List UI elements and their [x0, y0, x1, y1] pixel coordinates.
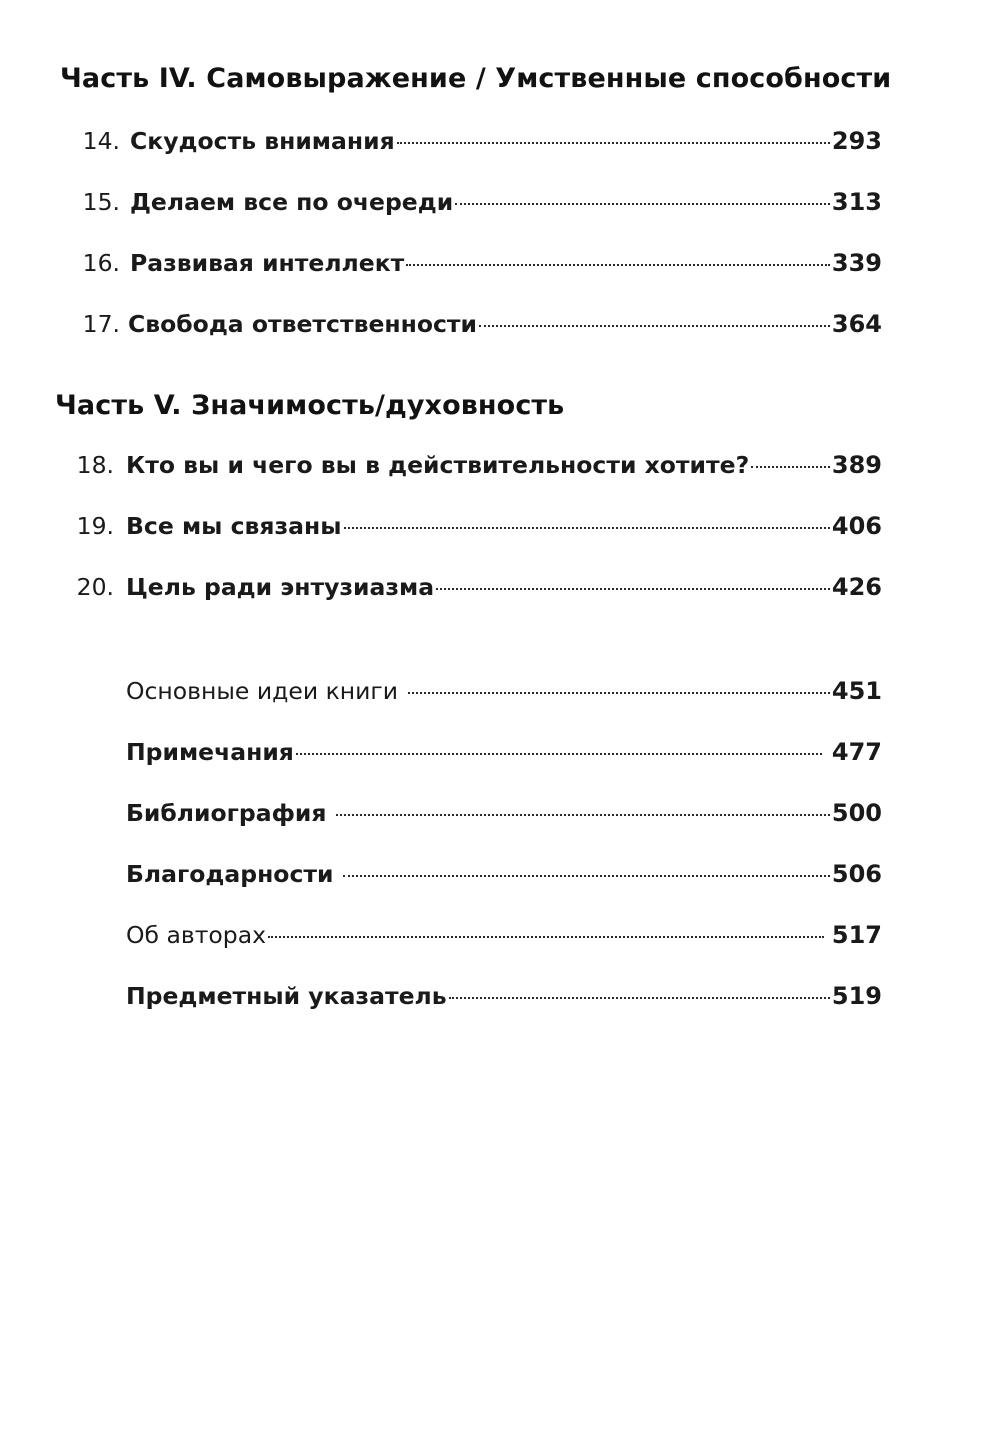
toc-entry-bibliography[interactable] — [126, 799, 882, 833]
toc-entry-page: 451 — [831, 677, 882, 705]
toc-entry-page: 339 — [831, 249, 882, 277]
dot-leader — [455, 203, 830, 205]
dot-leader — [436, 588, 830, 590]
dot-leader — [343, 875, 829, 877]
toc-entry-title: Делаем все по очереди — [130, 188, 454, 216]
toc-entry-title: Скудость внимания — [130, 127, 395, 155]
dot-leader — [344, 527, 830, 529]
toc-entry-14[interactable] — [82, 127, 882, 161]
dot-leader — [336, 814, 829, 816]
toc-entry-about-authors[interactable] — [126, 921, 882, 955]
dot-leader — [751, 466, 830, 468]
toc-entry-title: Свобода ответственности — [128, 310, 478, 338]
dot-leader — [406, 264, 830, 266]
toc-entry-20[interactable] — [68, 573, 882, 607]
toc-entry-title: Цель ради энтузиазма — [126, 573, 435, 601]
toc-entry-page: 500 — [831, 799, 882, 827]
part-4-heading: Часть IV. Самовыражение / Умственные способности — [60, 63, 892, 94]
toc-entry-number: 19. — [76, 512, 114, 540]
toc-entry-page: 406 — [831, 512, 882, 540]
toc-entry-page: 426 — [831, 573, 882, 601]
toc-entry-19[interactable] — [76, 512, 882, 546]
toc-entry-title: Развивая интеллект — [130, 249, 405, 277]
toc-entry-title: Примечания — [126, 738, 294, 766]
dot-leader — [408, 692, 830, 694]
toc-entry-page: 389 — [831, 451, 882, 479]
toc-entry-16[interactable] — [82, 249, 882, 283]
toc-entry-title: Библиография — [126, 799, 327, 827]
toc-entry-acknowledgements[interactable] — [126, 860, 882, 894]
toc-entry-title: Об авторах — [126, 921, 267, 949]
toc-entry-number: 16. — [82, 249, 120, 277]
toc-entry-page: 477 — [831, 738, 882, 766]
toc-entry-title: Предметный указатель — [126, 982, 447, 1010]
toc-entry-number: 15. — [82, 188, 120, 216]
dot-leader — [296, 753, 822, 755]
toc-entry-number: 20. — [76, 573, 114, 601]
toc-entry-key-ideas[interactable] — [126, 677, 882, 711]
toc-entry-page: 313 — [831, 188, 882, 216]
toc-entry-page: 364 — [831, 310, 882, 338]
dot-leader — [397, 142, 830, 144]
dot-leader — [479, 325, 830, 327]
toc-entry-17[interactable] — [82, 310, 882, 344]
toc-entry-title: Благодарности — [126, 860, 334, 888]
toc-entry-number: 14. — [82, 127, 120, 155]
toc-entry-notes[interactable] — [126, 738, 882, 772]
toc-entry-subject-index[interactable] — [126, 982, 882, 1016]
toc-entry-title: Все мы связаны — [126, 512, 342, 540]
dot-leader — [268, 936, 824, 938]
dot-leader — [449, 997, 830, 999]
toc-entry-number: 18. — [76, 451, 114, 479]
toc-entry-page: 293 — [831, 127, 882, 155]
toc-entry-18[interactable] — [76, 451, 882, 485]
toc-entry-title: Кто вы и чего вы в действительности хотите? — [126, 451, 750, 479]
toc-entry-number: 17. — [82, 310, 120, 338]
toc-entry-page: 506 — [831, 860, 882, 888]
toc-entry-title: Основные идеи книги — [126, 677, 399, 705]
toc-entry-15[interactable] — [82, 188, 882, 222]
part-5-heading: Часть V. Значимость/духовность — [55, 390, 565, 421]
toc-entry-page: 517 — [831, 921, 882, 949]
toc-entry-page: 519 — [831, 982, 882, 1010]
